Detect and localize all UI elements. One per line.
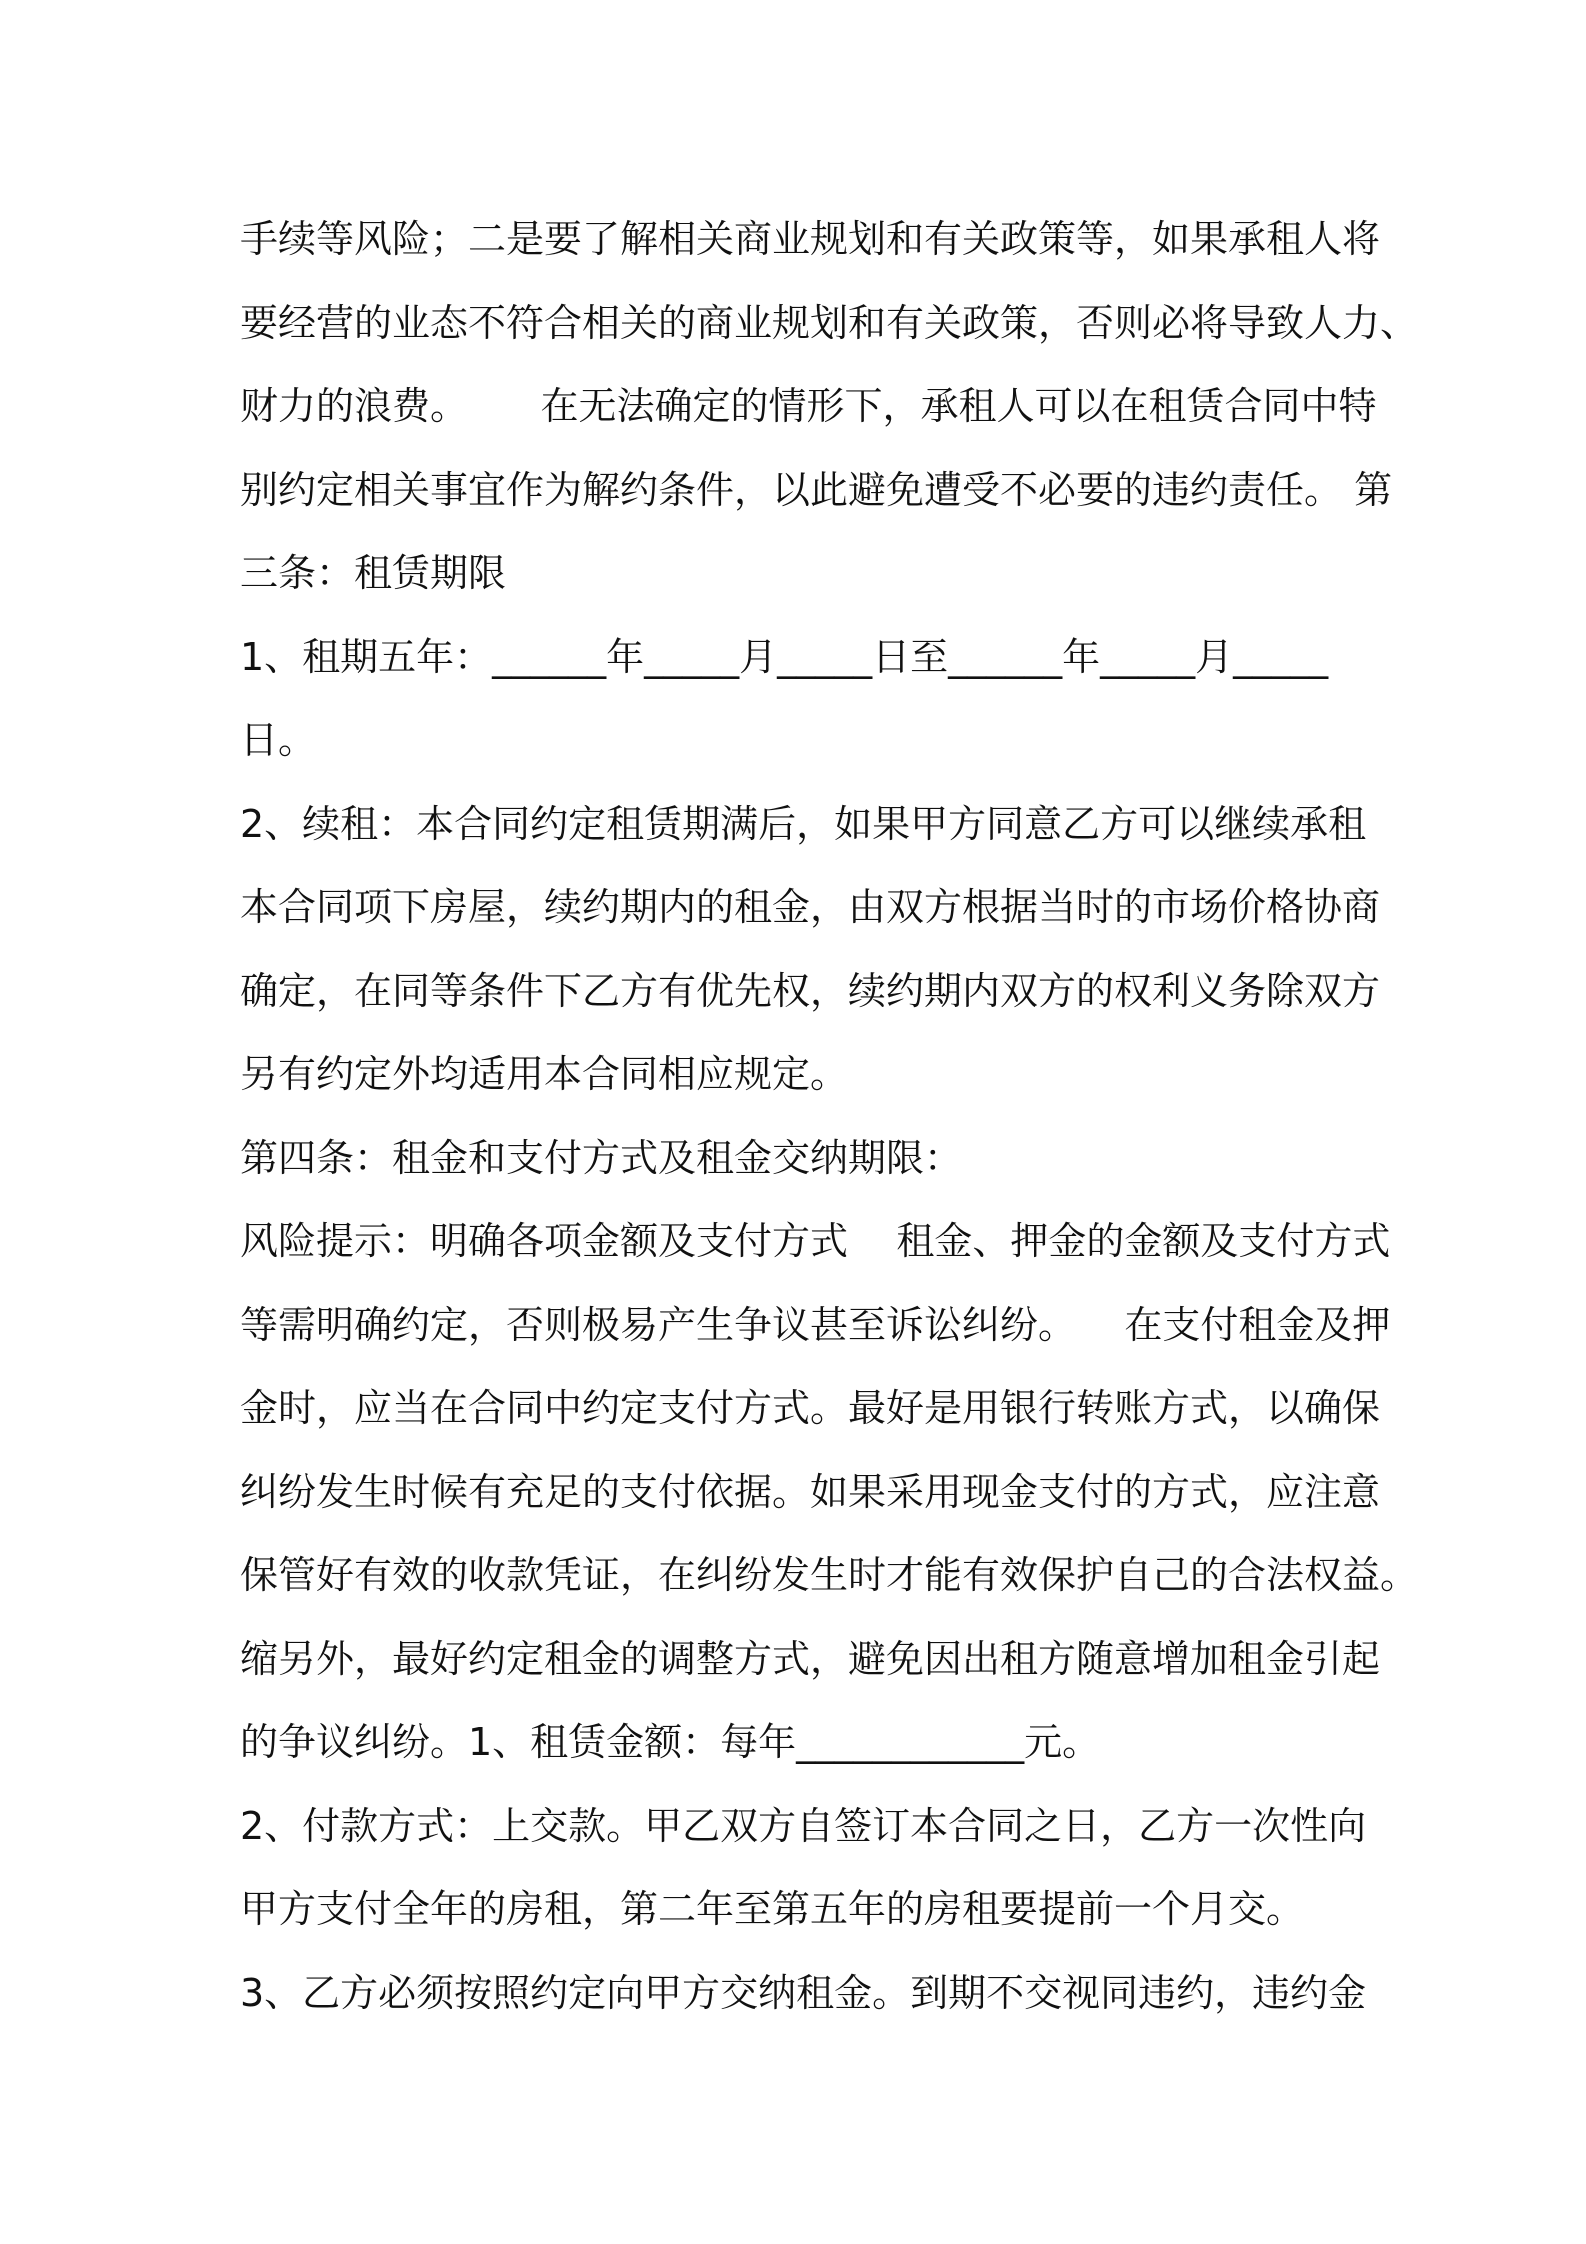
document-page [240,198,1419,2035]
text-line: 纠纷发生时候有充足的支付依据。如果采用现金支付的方式，应注意 [240,1469,1381,1514]
text-line: 财力的浪费。 在无法确定的情形下，承租人可以在租赁合同中特 [240,384,1377,428]
text-line: 要经营的业态不符合相关的商业规划和有关政策，否则必将导致人力、 [240,300,1419,345]
text-line: 1、租期五年：______年_____月_____日至______年_____月_____ [240,634,1329,679]
section-heading: 第四条：租金和支付方式及租金交纳期限： [240,1135,963,1180]
text-line: 等需明确约定，否则极易产生争议甚至诉讼纠纷。 在支付租金及押 [240,1302,1391,1347]
text-line: 别约定相关事宜作为解约条件，以此避免遭受不必要的违约责任。 第 [240,467,1393,512]
text-line: 风险提示：明确各项金额及支付方式 租金、押金的金额及支付方式 [240,1219,1391,1263]
text-line: 的争议纠纷。1、租赁金额：每年____________元。 [240,1720,1101,1764]
text-line: 手续等风险；二是要了解相关商业规划和有关政策等，如果承租人将 [240,217,1381,261]
text-line: 甲方支付全年的房租，第二年至第五年的房租要提前一个月交。 [240,1887,1305,1931]
text-line: 日。 [240,718,317,762]
text-line: 本合同项下房屋，续约期内的租金，由双方根据当时的市场价格协商 [240,885,1381,929]
text-line: 另有约定外均适用本合同相应规定。 [240,1052,849,1096]
text-line: 3、乙方必须按照约定向甲方交纳租金。到期不交视同违约，违约金 [240,1970,1367,2015]
text-line: 金时，应当在合同中约定支付方式。最好是用银行转账方式，以确保 [240,1386,1381,1430]
text-line: 确定，在同等条件下乙方有优先权，续约期内双方的权利义务除双方 [240,968,1381,1013]
text-line: 保管好有效的收款凭证，在纠纷发生时才能有效保护自己的合法权益。 [240,1553,1419,1597]
text-line: 2、续租：本合同约定租赁期满后，如果甲方同意乙方可以继续承租 [240,801,1367,846]
section-heading: 三条：租赁期限 [240,551,507,595]
text-line: 缩另外，最好约定租金的调整方式，避免因出租方随意增加租金引起 [240,1636,1381,1681]
text-line: 2、付款方式：上交款。甲乙双方自签订本合同之日，乙方一次性向 [240,1803,1367,1848]
